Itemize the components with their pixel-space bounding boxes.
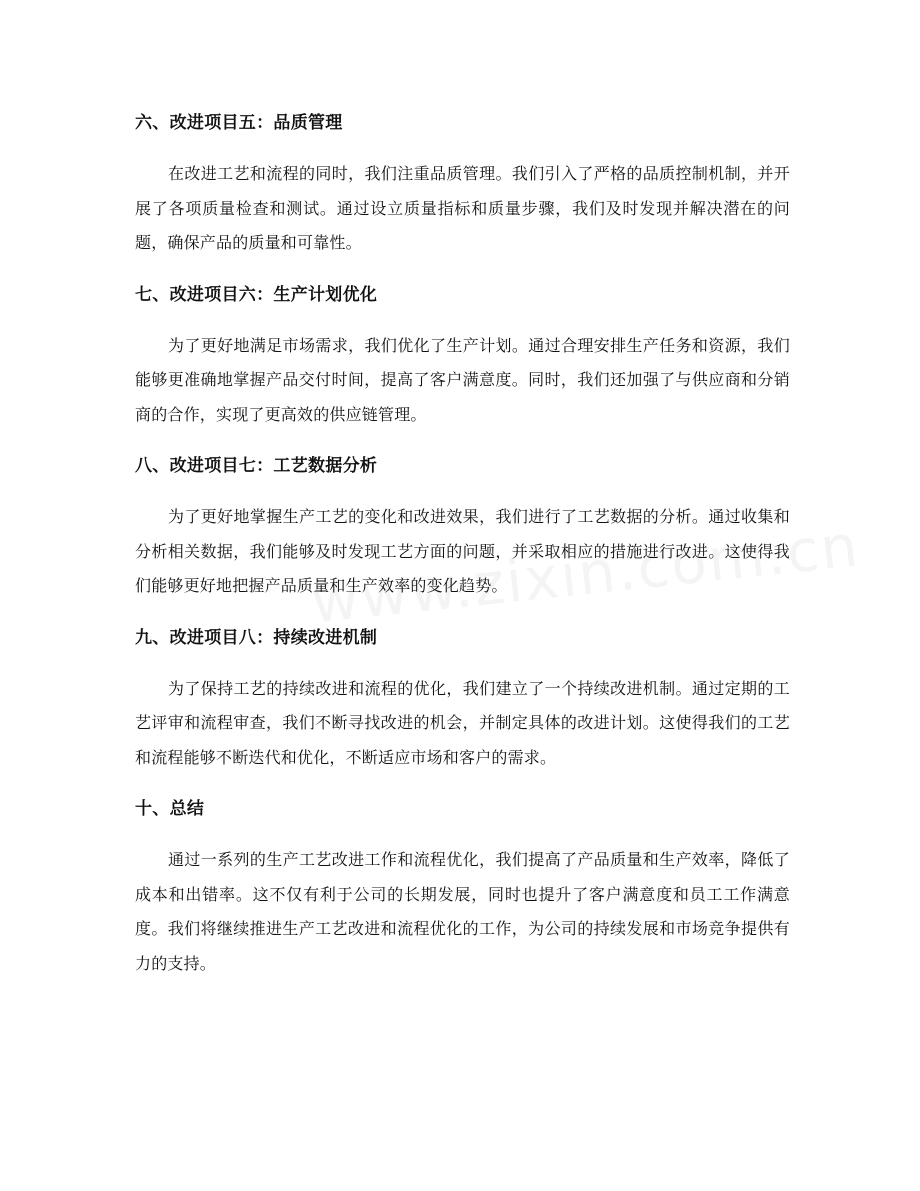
section-paragraph: 在改进工艺和流程的同时，我们注重品质管理。我们引入了严格的品质控制机制，并开展了各项质量检查和测试。通过设立质量指标和质量步骤，我们及时发现并解决潜在的问题，确保产品的质量和可靠性。 [135,164,790,252]
section-heading: 八、改进项目七：工艺数据分析 [135,456,378,476]
section-heading: 九、改进项目八：持续改进机制 [135,627,378,648]
section-heading: 十、总结 [135,799,205,819]
section-paragraph: 通过一系列的生产工艺改进工作和流程优化，我们提高了产品质量和生产效率，降低了成本和出错率。这不仅有利于公司的长期发展，同时也提升了客户满意度和员工工作满意度。我们将继续推进生产工艺改进和流程优化的工作，为公司的持续发展和市场竞争提供有力的支持。 [135,850,790,973]
section-heading: 七、改进项目六：生产计划优化 [135,284,378,305]
document-content [135,108,790,1000]
section-summary [135,794,790,981]
section-process-data-analysis [135,451,790,604]
section-quality-management [135,108,790,261]
section-production-planning [135,280,790,433]
section-paragraph: 为了更好地掌握生产工艺的变化和改进效果，我们进行了工艺数据的分析。通过收集和分析相关数据，我们能够及时发现工艺方面的问题，并采取相应的措施进行改进。这使得我们能够更好地把握产品质量和生产效率的变化趋势。 [135,507,790,595]
section-heading: 六、改进项目五：品质管理 [135,113,343,133]
section-continuous-improvement [135,623,790,776]
section-paragraph: 为了更好地满足市场需求，我们优化了生产计划。通过合理安排生产任务和资源，我们能够更准确地掌握产品交付时间，提高了客户满意度。同时，我们还加强了与供应商和分销商的合作，实现了更高效的供应链管理。 [135,335,790,424]
section-paragraph: 为了保持工艺的持续改进和流程的优化，我们建立了一个持续改进机制。通过定期的工艺评审和流程审查，我们不断寻找改进的机会，并制定具体的改进计划。这使得我们的工艺和流程能够不断迭代和优化，不断适应市场和客户的需求。 [135,678,790,767]
